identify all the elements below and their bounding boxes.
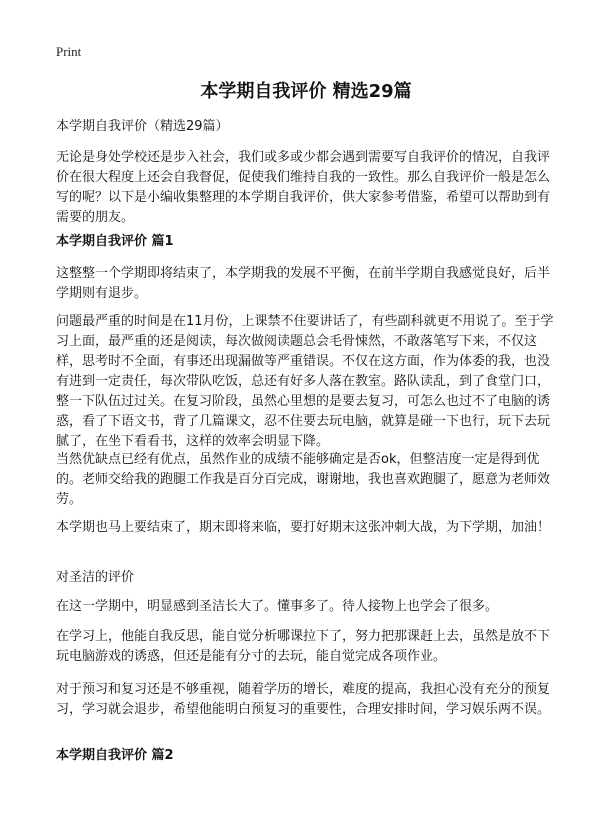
section1-paragraph-2: 问题最严重的时间是在11月份，上课禁不住要讲话了，有些副科就更不用说了。至于学习上面，最严重的还是阅读，每次做阅读题总会毛骨悚然，不敢落笔写下来，不仅这样，思考时不全面，有事还出现漏做等严重错误。不仅在这方面，作为体委的我，也没有进到一定责任，每次带队吃饭，总还有好多人落在教室。路队读乱，到了食堂门口，整一下队伍过过关。在复习阶段，虽然心里想的是要去复习，可怎么也过不了电脑的诱惑，看了下语文书，背了几篇课文，忍不住要去玩电脑，就算是碰一下也行，玩下去玩腻了，在坐下看看书，这样的效率会明显下降。 [56, 314, 554, 449]
teacher-paragraph-1: 在这一学期中，明显感到圣洁长大了。懂事多了。待人接物上也学会了很多。 [56, 599, 499, 614]
section1-paragraph-3: 当然优缺点已经有优点，虽然作业的成绩不能够确定是否ok，但整洁度一定是得到优的。老师交给我的跑腿工作我是百分百完成，谢谢地，我也喜欢跑腿了，愿意为老师效劳。 [56, 452, 551, 507]
intro-paragraph: 无论是身处学校还是步入社会，我们或多或少都会遇到需要写自我评价的情况，自我评价在很大程度上还会自我督促，促使我们维持自我的一致性。那么自我评价一般是怎么写的呢？以下是小编收集整理的本学期自我评价，供大家参考借鉴，希望可以帮助到有需要的朋友。 [56, 150, 551, 225]
section1-paragraph-4: 本学期也马上要结束了，期末即将来临，要打好期末这张冲刺大战，为下学期，加油！ [56, 520, 551, 535]
section1-paragraph-1: 这整整一个学期即将结束了，本学期我的发展不平衡，在前半学期自我感觉良好，后半学期则有退步。 [56, 266, 551, 301]
print-link[interactable]: Print [56, 44, 82, 59]
document-subtitle: 本学期自我评价（精选29篇） [56, 119, 229, 134]
teacher-paragraph-2: 在学习上，他能自我反思，能自觉分析哪课拉下了，努力把那课赶上去，虽然是放不下玩电脑游戏的诱惑，但还是能有分寸的去玩，能自觉完成各项作业。 [56, 629, 551, 664]
teacher-paragraph-3: 对于预习和复习还是不够重视，随着学历的增长，难度的提高，我担心没有充分的预复习，学习就会退步，希望他能明白预复习的重要性，合理安排时间，学习娱乐两不误。 [56, 682, 551, 717]
section-heading-1: 本学期自我评价 篇1 [56, 234, 174, 249]
document-title: 本学期自我评价 精选29篇 [200, 81, 412, 102]
teacher-evaluation-label: 对圣洁的评价 [56, 570, 135, 585]
section-heading-2: 本学期自我评价 篇2 [56, 748, 174, 763]
